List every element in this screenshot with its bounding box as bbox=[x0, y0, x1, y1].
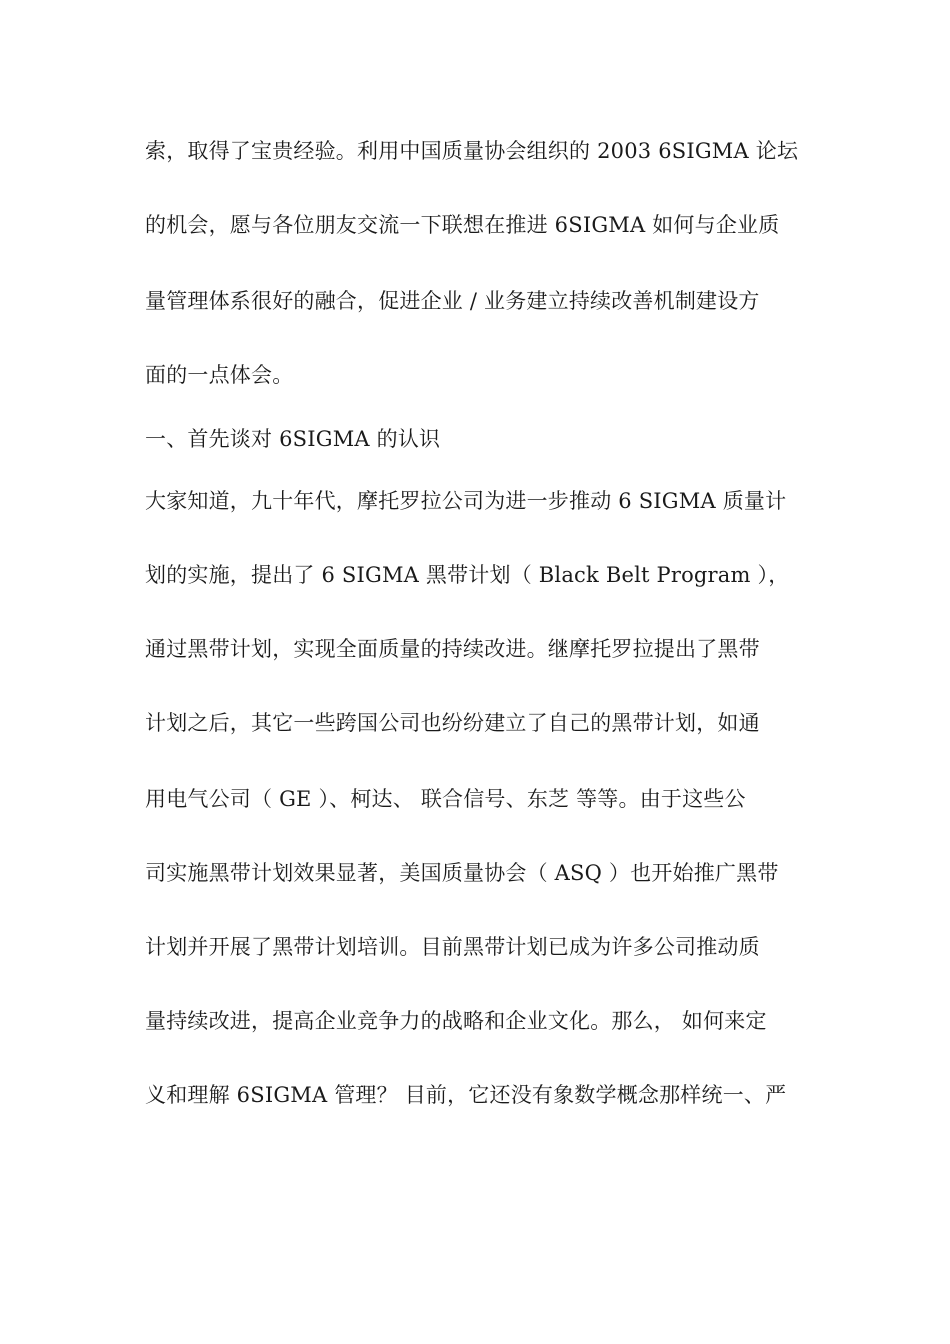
section-heading: 一、首先谈对 6SIGMA 的认识 bbox=[145, 427, 441, 451]
paragraph-line: 计划之后，其它一些跨国公司也纷纷建立了自己的黑带计划，如通 bbox=[145, 711, 760, 735]
paragraph-line: 司实施黑带计划效果显著，美国质量协会（ ASQ ）也开始推广黑带 bbox=[145, 861, 779, 885]
paragraph-line: 量管理体系很好的融合，促进企业 / 业务建立持续改善机制建设方 bbox=[145, 289, 760, 313]
paragraph-line: 义和理解 6SIGMA 管理？ 目前，它还没有象数学概念那样统一、严 bbox=[145, 1083, 787, 1107]
paragraph-line: 大家知道，九十年代，摩托罗拉公司为进一步推动 6 SIGMA 质量计 bbox=[145, 489, 787, 513]
paragraph-line: 计划并开展了黑带计划培训。目前黑带计划已成为许多公司推动质 bbox=[145, 935, 760, 959]
paragraph-line: 的机会，愿与各位朋友交流一下联想在推进 6SIGMA 如何与企业质 bbox=[145, 213, 780, 237]
paragraph-line: 通过黑带计划，实现全面质量的持续改进。继摩托罗拉提出了黑带 bbox=[145, 637, 760, 661]
paragraph-line: 划的实施，提出了 6 SIGMA 黑带计划（ Black Belt Program ）， bbox=[145, 563, 790, 587]
paragraph-line: 用电气公司（ GE ）、柯达、 联合信号、东芝 等等。由于这些公 bbox=[145, 787, 746, 811]
paragraph-line: 面的一点体会。 bbox=[145, 363, 294, 387]
paragraph-line: 索，取得了宝贵经验。利用中国质量协会组织的 2003 6SIGMA 论坛 bbox=[145, 139, 799, 163]
paragraph-line: 量持续改进，提高企业竞争力的战略和企业文化。那么， 如何来定 bbox=[145, 1009, 767, 1033]
